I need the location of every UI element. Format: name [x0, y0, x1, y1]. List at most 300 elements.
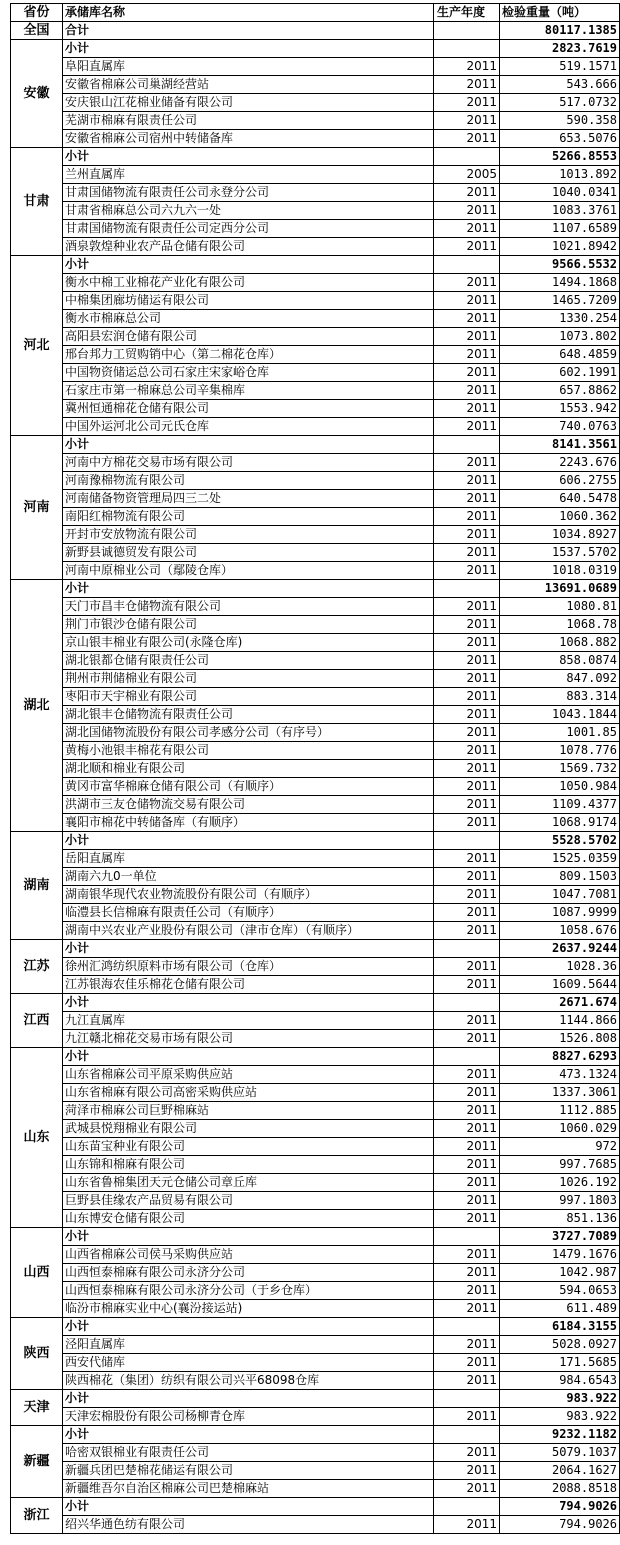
province-cell: 河南: [11, 436, 63, 580]
warehouse-name: 芜湖市棉麻有限责任公司: [63, 112, 434, 130]
production-year: 2011: [434, 328, 500, 346]
production-year: 2011: [434, 562, 500, 580]
warehouse-name: 湖南六九0一单位: [63, 868, 434, 886]
table-row: [11, 1408, 620, 1426]
warehouse-name: 西安代储库: [63, 1354, 434, 1372]
production-year: 2011: [434, 220, 500, 238]
subtotal-value: 983.922: [500, 1390, 620, 1408]
inspection-weight: 2243.676: [500, 454, 620, 472]
subtotal-label: 小计: [63, 256, 434, 274]
production-year: 2011: [434, 688, 500, 706]
table-row: [11, 1246, 620, 1264]
subtotal-label: 小计: [63, 1498, 434, 1516]
production-year: 2011: [434, 796, 500, 814]
warehouse-name: 衡水中棉工业棉花产业化有限公司: [63, 274, 434, 292]
production-year: 2011: [434, 1030, 500, 1048]
warehouse-name: 山西省棉麻公司侯马采购供应站: [63, 1246, 434, 1264]
warehouse-name: 石家庄市第一棉麻总公司辛集棉库: [63, 382, 434, 400]
production-year: 2011: [434, 1444, 500, 1462]
warehouse-name: 武城县悦翔棉业有限公司: [63, 1120, 434, 1138]
production-year: 2011: [434, 346, 500, 364]
production-year: 2011: [434, 454, 500, 472]
production-year: 2011: [434, 1174, 500, 1192]
production-year: 2011: [434, 1120, 500, 1138]
warehouse-name: 新疆兵团巴楚棉花储运有限公司: [63, 1462, 434, 1480]
production-year: 2011: [434, 94, 500, 112]
inspection-weight: 1073.802: [500, 328, 620, 346]
inspection-weight: 997.1803: [500, 1192, 620, 1210]
table-row: [11, 76, 620, 94]
table-row: [11, 886, 620, 904]
warehouse-name: 甘肃国储物流有限责任公司永登分公司: [63, 184, 434, 202]
table-row: [11, 184, 620, 202]
subtotal-year-cell: [434, 1228, 500, 1246]
production-year: 2011: [434, 1012, 500, 1030]
warehouse-name: 襄阳市棉花中转储备库（有顺序）: [63, 814, 434, 832]
inspection-weight: 809.1503: [500, 868, 620, 886]
production-year: 2011: [434, 1372, 500, 1390]
subtotal-label: 小计: [63, 1318, 434, 1336]
warehouse-name: 湖北顺和棉业有限公司: [63, 760, 434, 778]
subtotal-label: 小计: [63, 832, 434, 850]
inspection-weight: 847.092: [500, 670, 620, 688]
province-cell: 江苏: [11, 940, 63, 994]
table-row: [11, 1282, 620, 1300]
inspection-weight: 602.1991: [500, 364, 620, 382]
subtotal-year-cell: [434, 832, 500, 850]
table-row: [11, 1372, 620, 1390]
warehouse-name: 山东苗宝种业有限公司: [63, 1138, 434, 1156]
subtotal-value: 3727.7089: [500, 1228, 620, 1246]
table-row: [11, 472, 620, 490]
table-row: [11, 1174, 620, 1192]
production-year: 2011: [434, 904, 500, 922]
table-row: [11, 742, 620, 760]
subtotal-label: 小计: [63, 940, 434, 958]
province-cell: 江西: [11, 994, 63, 1048]
inspection-weight: 1058.676: [500, 922, 620, 940]
header-province: 省份: [11, 4, 63, 22]
warehouse-name: 中国外运河北公司元氏仓库: [63, 418, 434, 436]
warehouse-name: 安徽省棉麻公司巢湖经营站: [63, 76, 434, 94]
inspection-weight: 2088.8518: [500, 1480, 620, 1498]
warehouse-name: 湖北银都仓储有限责任公司: [63, 652, 434, 670]
table-row: [11, 238, 620, 256]
inspection-weight: 984.6543: [500, 1372, 620, 1390]
subtotal-year-cell: [434, 580, 500, 598]
table-row: [11, 1354, 620, 1372]
inspection-weight: 1112.885: [500, 1102, 620, 1120]
table-row: [11, 1300, 620, 1318]
inspection-weight: 1013.892: [500, 166, 620, 184]
inspection-weight: 519.1571: [500, 58, 620, 76]
warehouse-name: 邢台邦力工贸购销中心（第二棉花仓库）: [63, 346, 434, 364]
production-year: 2011: [434, 292, 500, 310]
inspection-weight: 1043.1844: [500, 706, 620, 724]
table-row: [11, 130, 620, 148]
warehouse-name: 安庆银山江花棉业储备有限公司: [63, 94, 434, 112]
warehouse-name: 中国物资储运总公司石家庄宋家峪仓库: [63, 364, 434, 382]
table-row: [11, 616, 620, 634]
production-year: 2011: [434, 1156, 500, 1174]
inspection-weight: 1034.8927: [500, 526, 620, 544]
total-year-cell: [434, 22, 500, 40]
subtotal-value: 2671.674: [500, 994, 620, 1012]
warehouse-name: 山西恒泰棉麻有限公司永济分公司: [63, 1264, 434, 1282]
subtotal-value: 2823.7619: [500, 40, 620, 58]
subtotal-row: [11, 940, 620, 958]
warehouse-name: 山东省鲁棉集团天元仓储公司章丘库: [63, 1174, 434, 1192]
warehouse-name: 山西恒泰棉麻有限公司永济分公司（于乡仓库）: [63, 1282, 434, 1300]
table-row: [11, 562, 620, 580]
table-row: [11, 850, 620, 868]
production-year: 2011: [434, 778, 500, 796]
table-row: [11, 112, 620, 130]
inspection-weight: 1525.0359: [500, 850, 620, 868]
warehouse-name: 河南中原棉业公司（鄢陵仓库）: [63, 562, 434, 580]
production-year: 2011: [434, 1480, 500, 1498]
table-row: [11, 166, 620, 184]
inspection-weight: 1080.81: [500, 598, 620, 616]
table-row: [11, 328, 620, 346]
warehouse-name: 江苏银海农佳乐棉花仓储有限公司: [63, 976, 434, 994]
inspection-weight: 1107.6589: [500, 220, 620, 238]
warehouse-name: 湖北国储物流股份有限公司孝感分公司（有序号）: [63, 724, 434, 742]
production-year: 2011: [434, 706, 500, 724]
table-row: [11, 58, 620, 76]
production-year: 2011: [434, 1264, 500, 1282]
inspection-weight: 5028.0927: [500, 1336, 620, 1354]
warehouse-name: 安徽省棉麻公司宿州中转储备库: [63, 130, 434, 148]
header-warehouse: 承储库名称: [63, 4, 434, 22]
table-row: [11, 1102, 620, 1120]
production-year: 2011: [434, 364, 500, 382]
production-year: 2011: [434, 274, 500, 292]
subtotal-row: [11, 1318, 620, 1336]
production-year: 2011: [434, 508, 500, 526]
table-row: [11, 1138, 620, 1156]
warehouse-name: 荆门市银沙仓储有限公司: [63, 616, 434, 634]
total-value: 80117.1385: [500, 22, 620, 40]
production-year: 2011: [434, 184, 500, 202]
warehouse-name: 湖南中兴农业产业股份有限公司（津市仓库）（有顺序）: [63, 922, 434, 940]
inspection-weight: 1026.192: [500, 1174, 620, 1192]
subtotal-year-cell: [434, 1390, 500, 1408]
production-year: 2011: [434, 922, 500, 940]
inspection-weight: 1087.9999: [500, 904, 620, 922]
warehouse-name: 徐州汇鸿纺织原料市场有限公司（仓库）: [63, 958, 434, 976]
production-year: 2011: [434, 76, 500, 94]
subtotal-value: 9566.5532: [500, 256, 620, 274]
table-row: [11, 976, 620, 994]
subtotal-label: 小计: [63, 994, 434, 1012]
warehouse-name: 黄梅小池银丰棉花有限公司: [63, 742, 434, 760]
table-row: [11, 904, 620, 922]
inspection-weight: 653.5076: [500, 130, 620, 148]
province-cell: 湖南: [11, 832, 63, 940]
inspection-weight: 883.314: [500, 688, 620, 706]
production-year: 2011: [434, 130, 500, 148]
subtotal-row: [11, 1228, 620, 1246]
warehouse-name: 巨野县佳缘农产品贸易有限公司: [63, 1192, 434, 1210]
production-year: 2011: [434, 544, 500, 562]
inspection-weight: 1047.7081: [500, 886, 620, 904]
subtotal-value: 5266.8553: [500, 148, 620, 166]
table-row: [11, 508, 620, 526]
production-year: 2011: [434, 724, 500, 742]
header-year: 生产年度: [434, 4, 500, 22]
table-row: [11, 202, 620, 220]
table-row: [11, 724, 620, 742]
subtotal-row: [11, 148, 620, 166]
production-year: 2011: [434, 1282, 500, 1300]
production-year: 2011: [434, 1408, 500, 1426]
table-row: [11, 454, 620, 472]
subtotal-year-cell: [434, 940, 500, 958]
subtotal-row: [11, 1390, 620, 1408]
production-year: 2011: [434, 526, 500, 544]
subtotal-label: 小计: [63, 40, 434, 58]
table-row: [11, 1012, 620, 1030]
warehouse-weight-table: [10, 3, 620, 1534]
warehouse-name: 山东锦和棉麻有限公司: [63, 1156, 434, 1174]
table-row: [11, 274, 620, 292]
inspection-weight: 1060.362: [500, 508, 620, 526]
inspection-weight: 543.666: [500, 76, 620, 94]
table-row: [11, 958, 620, 976]
production-year: 2011: [434, 1300, 500, 1318]
province-cell: 浙江: [11, 1498, 63, 1534]
table-row: [11, 1516, 620, 1534]
production-year: 2011: [434, 670, 500, 688]
production-year: 2011: [434, 112, 500, 130]
inspection-weight: 1050.984: [500, 778, 620, 796]
inspection-weight: 1569.732: [500, 760, 620, 778]
subtotal-label: 小计: [63, 148, 434, 166]
grand-total-row: [11, 22, 620, 40]
table-row: [11, 688, 620, 706]
province-cell: 山西: [11, 1228, 63, 1318]
production-year: 2011: [434, 886, 500, 904]
warehouse-name: 甘肃国储物流有限责任公司定西分公司: [63, 220, 434, 238]
subtotal-row: [11, 994, 620, 1012]
table-row: [11, 814, 620, 832]
table-row: [11, 400, 620, 418]
subtotal-row: [11, 832, 620, 850]
production-year: 2011: [434, 1246, 500, 1264]
table-row: [11, 1480, 620, 1498]
inspection-weight: 1060.029: [500, 1120, 620, 1138]
table-row: [11, 1120, 620, 1138]
warehouse-name: 泾阳直属库: [63, 1336, 434, 1354]
province-cell: 安徽: [11, 40, 63, 148]
warehouse-name: 洪湖市三友仓储物流交易有限公司: [63, 796, 434, 814]
production-year: 2011: [434, 472, 500, 490]
table-row: [11, 364, 620, 382]
subtotal-year-cell: [434, 1498, 500, 1516]
table-row: [11, 346, 620, 364]
table-row: [11, 796, 620, 814]
table-row: [11, 94, 620, 112]
table-row: [11, 598, 620, 616]
total-province: 全国: [11, 22, 63, 40]
warehouse-name: 湖北银丰仓储物流有限责任公司: [63, 706, 434, 724]
subtotal-year-cell: [434, 994, 500, 1012]
production-year: 2011: [434, 1066, 500, 1084]
production-year: 2011: [434, 760, 500, 778]
inspection-weight: 1109.4377: [500, 796, 620, 814]
table-row: [11, 490, 620, 508]
production-year: 2011: [434, 1138, 500, 1156]
warehouse-name: 绍兴华通色纺有限公司: [63, 1516, 434, 1534]
warehouse-name: 黄冈市富华棉麻仓储有限公司（有顺序）: [63, 778, 434, 796]
table-row: [11, 1264, 620, 1282]
header-weight: 检验重量（吨）: [500, 4, 620, 22]
subtotal-year-cell: [434, 1426, 500, 1444]
warehouse-name: 酒泉敦煌种业农产品仓储有限公司: [63, 238, 434, 256]
inspection-weight: 858.0874: [500, 652, 620, 670]
production-year: 2011: [434, 1354, 500, 1372]
province-cell: 陕西: [11, 1318, 63, 1390]
warehouse-name: 天津宏棉股份有限公司杨柳青仓库: [63, 1408, 434, 1426]
province-cell: 湖北: [11, 580, 63, 832]
table-row: [11, 760, 620, 778]
table-row: [11, 1336, 620, 1354]
province-cell: 天津: [11, 1390, 63, 1426]
inspection-weight: 740.0763: [500, 418, 620, 436]
inspection-weight: 1040.0341: [500, 184, 620, 202]
inspection-weight: 5079.1037: [500, 1444, 620, 1462]
inspection-weight: 1021.8942: [500, 238, 620, 256]
inspection-weight: 1068.9174: [500, 814, 620, 832]
production-year: 2011: [434, 202, 500, 220]
subtotal-year-cell: [434, 256, 500, 274]
warehouse-name: 陕西棉花（集团）纺织有限公司兴平68098仓库: [63, 1372, 434, 1390]
warehouse-name: 冀州恒通棉花仓储有限公司: [63, 400, 434, 418]
production-year: 2011: [434, 310, 500, 328]
inspection-weight: 1068.882: [500, 634, 620, 652]
warehouse-name: 哈密双银棉业有限责任公司: [63, 1444, 434, 1462]
table-row: [11, 1192, 620, 1210]
subtotal-row: [11, 1048, 620, 1066]
production-year: 2011: [434, 616, 500, 634]
inspection-weight: 1479.1676: [500, 1246, 620, 1264]
province-cell: 山东: [11, 1048, 63, 1228]
subtotal-label: 小计: [63, 1228, 434, 1246]
warehouse-name: 京山银丰棉业有限公司(永隆仓库): [63, 634, 434, 652]
table-row: [11, 868, 620, 886]
inspection-weight: 1028.36: [500, 958, 620, 976]
production-year: 2011: [434, 1210, 500, 1228]
warehouse-name: 开封市安放物流有限公司: [63, 526, 434, 544]
table-row: [11, 292, 620, 310]
table-row: [11, 418, 620, 436]
warehouse-name: 湖南银华现代农业物流股份有限公司（有顺序）: [63, 886, 434, 904]
subtotal-value: 9232.1182: [500, 1426, 620, 1444]
production-year: 2011: [434, 634, 500, 652]
table-row: [11, 220, 620, 238]
inspection-weight: 1337.3061: [500, 1084, 620, 1102]
warehouse-name: 河南豫棉物流有限公司: [63, 472, 434, 490]
province-cell: 甘肃: [11, 148, 63, 256]
warehouse-name: 枣阳市天宇棉业有限公司: [63, 688, 434, 706]
subtotal-year-cell: [434, 148, 500, 166]
warehouse-name: 临汾市棉麻实业中心(襄汾接运站): [63, 1300, 434, 1318]
production-year: 2011: [434, 1102, 500, 1120]
table-row: [11, 526, 620, 544]
warehouse-name: 新野县诚德贸发有限公司: [63, 544, 434, 562]
production-year: 2011: [434, 652, 500, 670]
production-year: 2011: [434, 58, 500, 76]
subtotal-label: 小计: [63, 436, 434, 454]
warehouse-name: 高阳县宏润仓储有限公司: [63, 328, 434, 346]
subtotal-value: 2637.9244: [500, 940, 620, 958]
table-row: [11, 1444, 620, 1462]
subtotal-label: 小计: [63, 1048, 434, 1066]
inspection-weight: 611.489: [500, 1300, 620, 1318]
warehouse-name: 山东博安仓储有限公司: [63, 1210, 434, 1228]
production-year: 2011: [434, 382, 500, 400]
production-year: 2011: [434, 958, 500, 976]
production-year: 2011: [434, 1462, 500, 1480]
subtotal-value: 8141.3561: [500, 436, 620, 454]
warehouse-name: 阜阳直属库: [63, 58, 434, 76]
table-row: [11, 652, 620, 670]
inspection-weight: 1144.866: [500, 1012, 620, 1030]
inspection-weight: 590.358: [500, 112, 620, 130]
warehouse-name: 南阳红棉物流有限公司: [63, 508, 434, 526]
warehouse-name: 荆州市荆储棉业有限公司: [63, 670, 434, 688]
inspection-weight: 606.2755: [500, 472, 620, 490]
table-row: [11, 922, 620, 940]
inspection-weight: 657.8862: [500, 382, 620, 400]
province-cell: 河北: [11, 256, 63, 436]
table-row: [11, 634, 620, 652]
inspection-weight: 851.136: [500, 1210, 620, 1228]
inspection-weight: 1001.85: [500, 724, 620, 742]
subtotal-row: [11, 436, 620, 454]
production-year: 2011: [434, 742, 500, 760]
table-row: [11, 706, 620, 724]
table-row: [11, 382, 620, 400]
warehouse-name: 菏泽市棉麻公司巨野棉麻站: [63, 1102, 434, 1120]
production-year: 2011: [434, 1336, 500, 1354]
table-row: [11, 1084, 620, 1102]
subtotal-year-cell: [434, 1048, 500, 1066]
production-year: 2011: [434, 400, 500, 418]
production-year: 2011: [434, 814, 500, 832]
warehouse-name: 兰州直属库: [63, 166, 434, 184]
subtotal-year-cell: [434, 40, 500, 58]
subtotal-value: 5528.5702: [500, 832, 620, 850]
inspection-weight: 2064.1627: [500, 1462, 620, 1480]
table-row: [11, 1066, 620, 1084]
table-row: [11, 778, 620, 796]
province-cell: 新疆: [11, 1426, 63, 1498]
warehouse-name: 河南储备物资管理局四三二处: [63, 490, 434, 508]
subtotal-row: [11, 40, 620, 58]
production-year: 2005: [434, 166, 500, 184]
production-year: 2011: [434, 598, 500, 616]
inspection-weight: 594.0653: [500, 1282, 620, 1300]
table-row: [11, 1030, 620, 1048]
production-year: 2011: [434, 238, 500, 256]
warehouse-name: 衡水市棉麻总公司: [63, 310, 434, 328]
subtotal-label: 小计: [63, 1390, 434, 1408]
warehouse-name: 天门市昌丰仓储物流有限公司: [63, 598, 434, 616]
production-year: 2011: [434, 490, 500, 508]
inspection-weight: 473.1324: [500, 1066, 620, 1084]
